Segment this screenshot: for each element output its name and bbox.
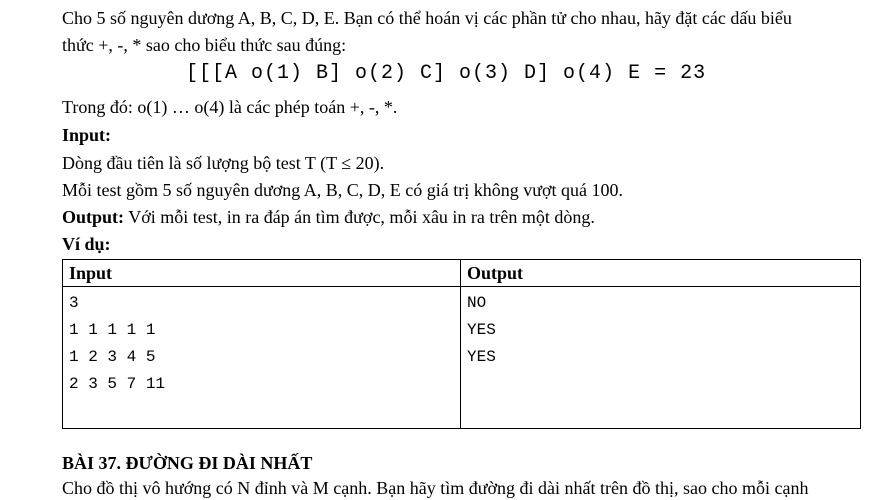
example-output-line: NO xyxy=(467,294,487,312)
output-column-header: Output xyxy=(461,260,861,287)
example-input-line: 2 3 5 7 11 xyxy=(69,375,166,393)
example-output-line: YES xyxy=(467,321,496,339)
example-output-line: YES xyxy=(467,348,496,366)
output-paragraph xyxy=(62,206,595,228)
input-heading: Input: xyxy=(62,125,112,145)
example-input-cell xyxy=(63,287,461,429)
example-table xyxy=(62,259,861,429)
example-input-line: 1 2 3 4 5 xyxy=(69,348,156,366)
input-column-header: Input xyxy=(63,260,461,287)
intro-line-1: Cho 5 số nguyên dương A, B, C, D, E. Bạn có thể hoán vị các phần tử cho nhau, hãy đặt các dấu biểu xyxy=(62,8,792,28)
next-problem-intro: Cho đồ thị vô hướng có N đỉnh và M cạnh. Bạn hãy tìm đường đi dài nhất trên đồ thị, sao cho mỗi cạnh xyxy=(62,478,809,498)
operators-note: Trong đó: o(1) … o(4) là các phép toán +, -, *. xyxy=(62,97,398,117)
formula: [[[A o(1) B] o(2) C] o(3) D] o(4) E = 23 xyxy=(186,62,707,85)
output-text: Với mỗi test, in ra đáp án tìm được, mỗi xâu in ra trên một dòng. xyxy=(124,207,595,227)
example-output-cell xyxy=(461,287,861,429)
example-heading: Ví dụ: xyxy=(62,234,111,254)
example-input-line: 1 1 1 1 1 xyxy=(69,321,156,339)
example-table-body-row xyxy=(63,287,861,429)
example-input-line: 3 xyxy=(69,294,79,312)
input-line-1: Dòng đầu tiên là số lượng bộ test T (T ≤ 20). xyxy=(62,153,385,173)
output-heading: Output: xyxy=(62,207,125,227)
next-problem-title: BÀI 37. ĐƯỜNG ĐI DÀI NHẤT xyxy=(62,453,313,473)
example-table-header-row xyxy=(63,260,861,287)
input-line-2: Mỗi test gồm 5 số nguyên dương A, B, C, D, E có giá trị không vượt quá 100. xyxy=(62,180,624,200)
intro-line-2: thức +, -, * sao cho biểu thức sau đúng: xyxy=(62,35,347,55)
